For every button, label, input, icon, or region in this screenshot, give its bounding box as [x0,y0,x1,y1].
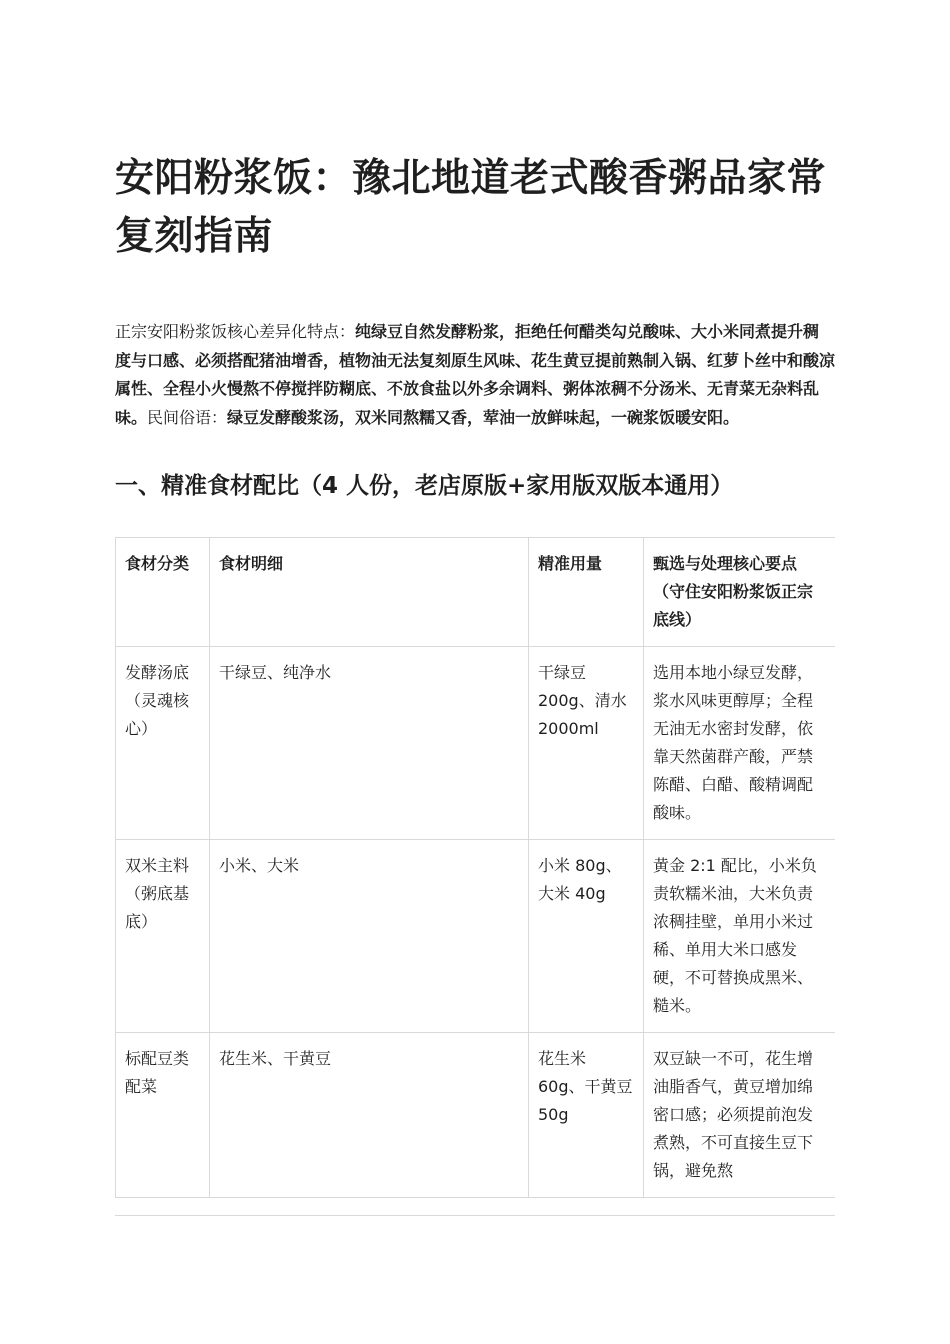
header-notes: 甄选与处理核心要点（守住安阳粉浆饭正宗底线） [644,538,836,647]
table-row [116,1033,836,1198]
cell-category: 标配豆类配菜 [116,1033,210,1198]
header-category: 食材分类 [116,538,210,647]
cell-category: 发酵汤底（灵魂核心） [116,647,210,840]
cell-amount: 小米 80g、大米 40g [529,840,644,1033]
cell-detail: 小米、大米 [210,840,529,1033]
ingredients-table [115,537,835,1198]
cell-detail: 花生米、干黄豆 [210,1033,529,1198]
ingredients-table-wrap [115,537,835,1216]
cell-category: 双米主料（粥底基底） [116,840,210,1033]
cell-notes: 选用本地小绿豆发酵，浆水风味更醇厚；全程无油无水密封发酵，依靠天然菌群产酸，严禁陈醋、白醋、酸精调配酸味。 [644,647,836,840]
intro-saying: 绿豆发酵酸浆汤，双米同熬糯又香，荤油一放鲜味起，一碗浆饭暖安阳。 [227,407,740,427]
header-amount: 精准用量 [529,538,644,647]
cell-notes: 双豆缺一不可，花生增油脂香气，黄豆增加绵密口感；必须提前泡发煮熟，不可直接生豆下锅，避免熬 [644,1033,836,1198]
page-title: 安阳粉浆饭：豫北地道老式酸香粥品家常复刻指南 [115,156,827,259]
table-row [116,647,836,840]
intro-saying-label: 民间俗语： [147,407,228,427]
intro-paragraph [115,318,835,432]
cell-notes: 黄金 2:1 配比，小米负责软糯米油，大米负责浓稠挂壁，单用小米过稀、单用大米口感发硬，不可替换成黑米、糙米。 [644,840,836,1033]
cell-amount: 花生米 60g、干黄豆 50g [529,1033,644,1198]
table-row [116,840,836,1033]
document-page [115,150,836,1180]
table-header-row [116,538,836,647]
cell-amount: 干绿豆 200g、清水 2000ml [529,647,644,840]
header-detail: 食材明细 [210,538,529,647]
intro-lead: 正宗安阳粉浆饭核心差异化特点： [115,322,356,341]
intro-features: 纯绿豆自然发酵粉浆，拒绝任何醋类勾兑酸味、大小米同煮提升稠度与口感、必须搭配猪油增香，植物油无法复刻原生风味、花生黄豆提前熟制入锅、红萝卜丝中和酸凉属性、全程小火慢熬不停搅拌防糊底、不放食盐以外多余调料、粥体浓稠不分汤米、无青菜无杂料乱味。 [115,322,836,427]
cell-detail: 干绿豆、纯净水 [210,647,529,840]
section-heading: 一、精准食材配比（4 人份，老店原版+家用版双版本通用） [115,473,734,499]
